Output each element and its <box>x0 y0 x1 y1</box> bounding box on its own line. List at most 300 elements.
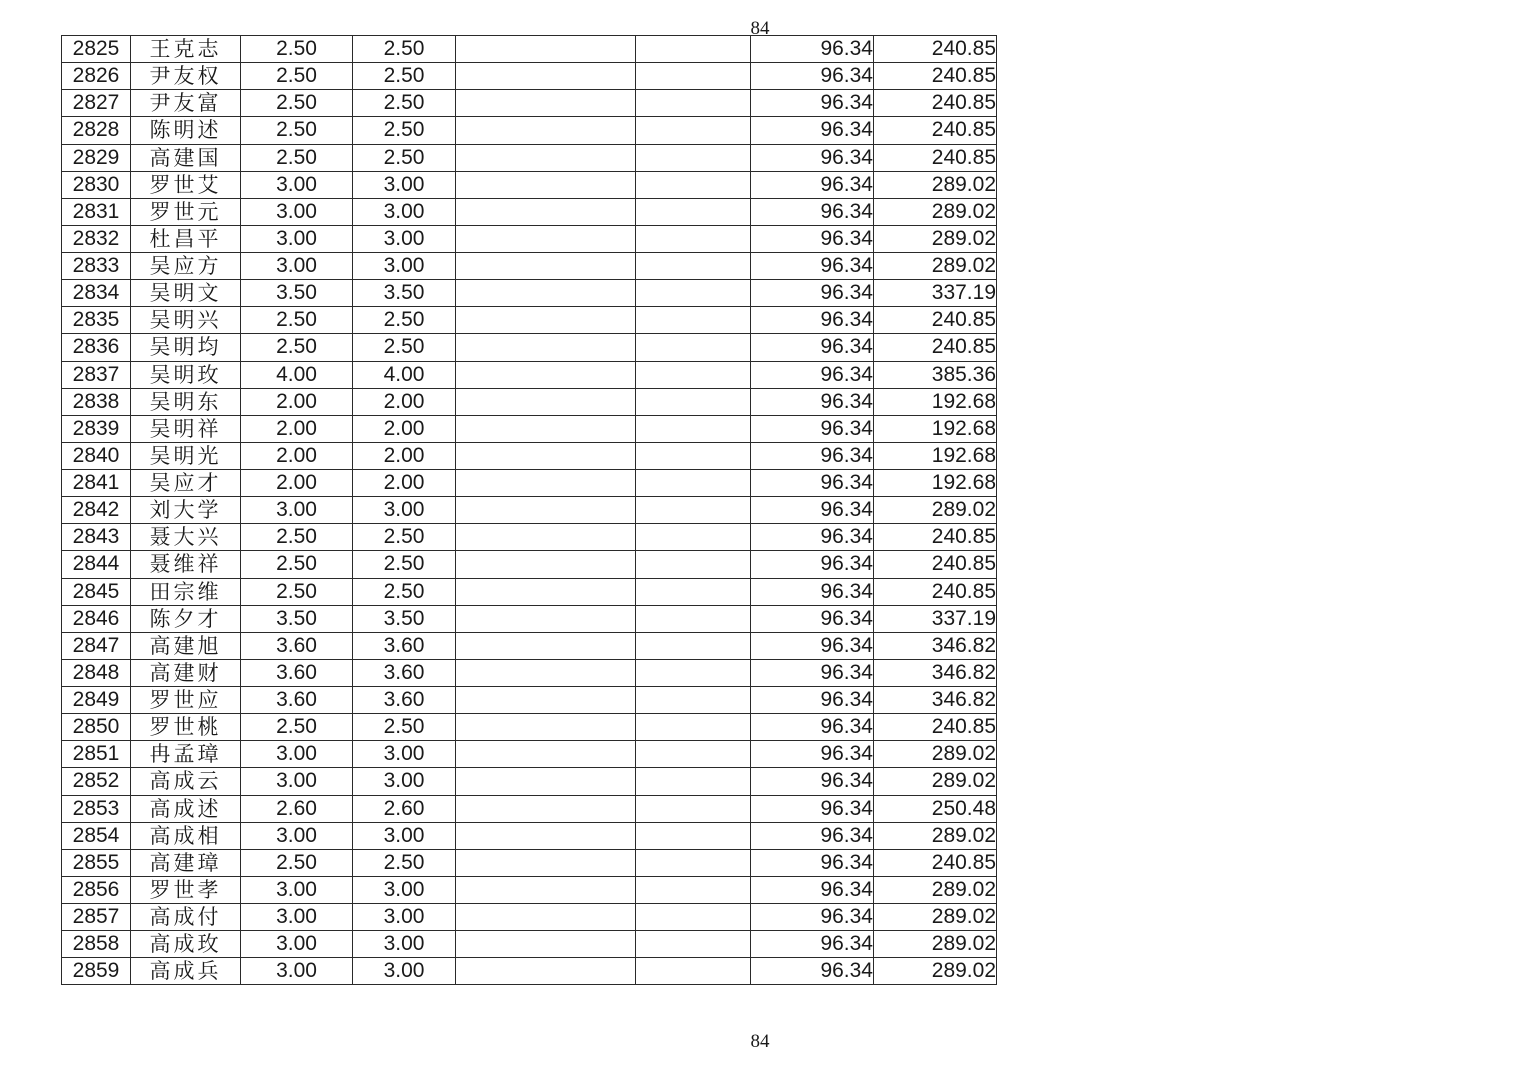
amount: 289.02 <box>874 225 997 252</box>
empty-cell-a <box>456 171 636 198</box>
area-value-a: 2.00 <box>241 470 353 497</box>
area-value-a: 2.50 <box>241 117 353 144</box>
area-value-a: 3.00 <box>241 931 353 958</box>
area-value-b: 2.50 <box>353 36 456 63</box>
empty-cell-a <box>456 198 636 225</box>
row-number: 2859 <box>62 958 131 985</box>
area-value-b: 2.60 <box>353 795 456 822</box>
unit-rate: 96.34 <box>751 714 874 741</box>
person-name: 罗世应 <box>131 687 241 714</box>
area-value-b: 3.00 <box>353 768 456 795</box>
empty-cell-b <box>636 822 751 849</box>
unit-rate: 96.34 <box>751 849 874 876</box>
amount: 289.02 <box>874 741 997 768</box>
area-value-a: 2.00 <box>241 442 353 469</box>
row-number: 2825 <box>62 36 131 63</box>
unit-rate: 96.34 <box>751 63 874 90</box>
table-row <box>62 578 997 605</box>
empty-cell-a <box>456 659 636 686</box>
amount: 289.02 <box>874 497 997 524</box>
table-row <box>62 90 997 117</box>
row-number: 2843 <box>62 524 131 551</box>
area-value-b: 3.00 <box>353 931 456 958</box>
person-name: 高建璋 <box>131 849 241 876</box>
unit-rate: 96.34 <box>751 605 874 632</box>
table-row <box>62 415 997 442</box>
empty-cell-b <box>636 714 751 741</box>
ledger-table <box>61 35 997 985</box>
table-row <box>62 551 997 578</box>
empty-cell-a <box>456 334 636 361</box>
area-value-a: 2.00 <box>241 415 353 442</box>
empty-cell-b <box>636 931 751 958</box>
person-name: 吴明玫 <box>131 361 241 388</box>
amount: 337.19 <box>874 605 997 632</box>
table-row <box>62 876 997 903</box>
person-name: 高成付 <box>131 904 241 931</box>
empty-cell-b <box>636 63 751 90</box>
area-value-a: 2.50 <box>241 551 353 578</box>
area-value-b: 3.00 <box>353 171 456 198</box>
person-name: 田宗维 <box>131 578 241 605</box>
row-number: 2850 <box>62 714 131 741</box>
area-value-b: 2.50 <box>353 334 456 361</box>
empty-cell-b <box>636 605 751 632</box>
empty-cell-a <box>456 795 636 822</box>
empty-cell-b <box>636 659 751 686</box>
amount: 289.02 <box>874 876 997 903</box>
amount: 192.68 <box>874 388 997 415</box>
empty-cell-a <box>456 578 636 605</box>
page-number-top: 84 <box>750 18 770 39</box>
row-number: 2855 <box>62 849 131 876</box>
area-value-b: 3.00 <box>353 822 456 849</box>
area-value-a: 3.00 <box>241 741 353 768</box>
table-row <box>62 659 997 686</box>
empty-cell-a <box>456 849 636 876</box>
table-row <box>62 470 997 497</box>
row-number: 2854 <box>62 822 131 849</box>
area-value-b: 3.00 <box>353 904 456 931</box>
empty-cell-b <box>636 768 751 795</box>
unit-rate: 96.34 <box>751 497 874 524</box>
area-value-a: 2.50 <box>241 524 353 551</box>
person-name: 高成玫 <box>131 931 241 958</box>
person-name: 吴应才 <box>131 470 241 497</box>
table-row <box>62 198 997 225</box>
row-number: 2851 <box>62 741 131 768</box>
row-number: 2852 <box>62 768 131 795</box>
row-number: 2834 <box>62 280 131 307</box>
area-value-b: 4.00 <box>353 361 456 388</box>
person-name: 高成兵 <box>131 958 241 985</box>
person-name: 罗世元 <box>131 198 241 225</box>
table-row <box>62 117 997 144</box>
person-name: 冉孟璋 <box>131 741 241 768</box>
amount: 289.02 <box>874 958 997 985</box>
empty-cell-a <box>456 280 636 307</box>
amount: 240.85 <box>874 63 997 90</box>
empty-cell-b <box>636 307 751 334</box>
unit-rate: 96.34 <box>751 117 874 144</box>
amount: 289.02 <box>874 198 997 225</box>
row-number: 2840 <box>62 442 131 469</box>
empty-cell-b <box>636 280 751 307</box>
row-number: 2830 <box>62 171 131 198</box>
empty-cell-a <box>456 524 636 551</box>
person-name: 高建国 <box>131 144 241 171</box>
empty-cell-b <box>636 904 751 931</box>
empty-cell-a <box>456 63 636 90</box>
person-name: 吴明兴 <box>131 307 241 334</box>
area-value-a: 2.50 <box>241 63 353 90</box>
row-number: 2841 <box>62 470 131 497</box>
area-value-b: 3.00 <box>353 198 456 225</box>
amount: 192.68 <box>874 415 997 442</box>
unit-rate: 96.34 <box>751 795 874 822</box>
empty-cell-b <box>636 415 751 442</box>
amount: 240.85 <box>874 36 997 63</box>
area-value-b: 3.00 <box>353 741 456 768</box>
area-value-b: 2.50 <box>353 63 456 90</box>
area-value-a: 3.00 <box>241 497 353 524</box>
area-value-a: 2.50 <box>241 578 353 605</box>
empty-cell-b <box>636 225 751 252</box>
empty-cell-b <box>636 442 751 469</box>
person-name: 杜昌平 <box>131 225 241 252</box>
area-value-b: 2.50 <box>353 714 456 741</box>
amount: 289.02 <box>874 768 997 795</box>
unit-rate: 96.34 <box>751 876 874 903</box>
unit-rate: 96.34 <box>751 253 874 280</box>
empty-cell-a <box>456 415 636 442</box>
row-number: 2846 <box>62 605 131 632</box>
table-row <box>62 714 997 741</box>
area-value-b: 2.50 <box>353 551 456 578</box>
person-name: 刘大学 <box>131 497 241 524</box>
table-row <box>62 849 997 876</box>
empty-cell-b <box>636 117 751 144</box>
area-value-a: 3.00 <box>241 198 353 225</box>
empty-cell-a <box>456 632 636 659</box>
amount: 240.85 <box>874 117 997 144</box>
row-number: 2837 <box>62 361 131 388</box>
empty-cell-b <box>636 171 751 198</box>
row-number: 2839 <box>62 415 131 442</box>
unit-rate: 96.34 <box>751 578 874 605</box>
area-value-a: 2.50 <box>241 849 353 876</box>
table-row <box>62 171 997 198</box>
amount: 289.02 <box>874 931 997 958</box>
row-number: 2858 <box>62 931 131 958</box>
empty-cell-b <box>636 795 751 822</box>
empty-cell-a <box>456 904 636 931</box>
unit-rate: 96.34 <box>751 524 874 551</box>
row-number: 2844 <box>62 551 131 578</box>
area-value-b: 2.50 <box>353 144 456 171</box>
area-value-a: 3.00 <box>241 904 353 931</box>
table-row <box>62 768 997 795</box>
unit-rate: 96.34 <box>751 388 874 415</box>
person-name: 高成述 <box>131 795 241 822</box>
unit-rate: 96.34 <box>751 225 874 252</box>
amount: 240.85 <box>874 524 997 551</box>
amount: 250.48 <box>874 795 997 822</box>
row-number: 2856 <box>62 876 131 903</box>
row-number: 2847 <box>62 632 131 659</box>
area-value-a: 4.00 <box>241 361 353 388</box>
row-number: 2831 <box>62 198 131 225</box>
empty-cell-b <box>636 958 751 985</box>
unit-rate: 96.34 <box>751 307 874 334</box>
empty-cell-a <box>456 687 636 714</box>
empty-cell-b <box>636 36 751 63</box>
empty-cell-b <box>636 470 751 497</box>
row-number: 2829 <box>62 144 131 171</box>
empty-cell-b <box>636 198 751 225</box>
empty-cell-a <box>456 958 636 985</box>
unit-rate: 96.34 <box>751 334 874 361</box>
amount: 240.85 <box>874 849 997 876</box>
row-number: 2849 <box>62 687 131 714</box>
empty-cell-a <box>456 90 636 117</box>
empty-cell-a <box>456 551 636 578</box>
empty-cell-b <box>636 741 751 768</box>
area-value-b: 3.00 <box>353 876 456 903</box>
amount: 346.82 <box>874 687 997 714</box>
area-value-b: 2.50 <box>353 90 456 117</box>
area-value-a: 3.00 <box>241 225 353 252</box>
area-value-a: 2.60 <box>241 795 353 822</box>
person-name: 吴明光 <box>131 442 241 469</box>
person-name: 聂维祥 <box>131 551 241 578</box>
area-value-b: 2.00 <box>353 470 456 497</box>
table-row <box>62 931 997 958</box>
amount: 337.19 <box>874 280 997 307</box>
area-value-a: 3.50 <box>241 605 353 632</box>
area-value-a: 2.50 <box>241 144 353 171</box>
empty-cell-a <box>456 768 636 795</box>
empty-cell-b <box>636 334 751 361</box>
row-number: 2857 <box>62 904 131 931</box>
table-row <box>62 524 997 551</box>
unit-rate: 96.34 <box>751 551 874 578</box>
unit-rate: 96.34 <box>751 768 874 795</box>
area-value-b: 2.50 <box>353 117 456 144</box>
person-name: 吴应方 <box>131 253 241 280</box>
unit-rate: 96.34 <box>751 198 874 225</box>
unit-rate: 96.34 <box>751 171 874 198</box>
amount: 240.85 <box>874 307 997 334</box>
amount: 192.68 <box>874 470 997 497</box>
empty-cell-a <box>456 117 636 144</box>
person-name: 吴明祥 <box>131 415 241 442</box>
person-name: 吴明文 <box>131 280 241 307</box>
amount: 346.82 <box>874 659 997 686</box>
person-name: 吴明东 <box>131 388 241 415</box>
empty-cell-b <box>636 876 751 903</box>
empty-cell-b <box>636 144 751 171</box>
page-number-bottom: 84 <box>750 1031 770 1052</box>
area-value-a: 3.00 <box>241 876 353 903</box>
area-value-a: 3.00 <box>241 958 353 985</box>
unit-rate: 96.34 <box>751 632 874 659</box>
area-value-a: 2.50 <box>241 90 353 117</box>
table-row <box>62 687 997 714</box>
area-value-b: 2.50 <box>353 524 456 551</box>
person-name: 高建财 <box>131 659 241 686</box>
empty-cell-b <box>636 687 751 714</box>
table-row <box>62 904 997 931</box>
area-value-b: 3.00 <box>353 253 456 280</box>
amount: 240.85 <box>874 144 997 171</box>
amount: 240.85 <box>874 90 997 117</box>
row-number: 2827 <box>62 90 131 117</box>
table-row <box>62 280 997 307</box>
unit-rate: 96.34 <box>751 90 874 117</box>
person-name: 高成云 <box>131 768 241 795</box>
unit-rate: 96.34 <box>751 687 874 714</box>
empty-cell-b <box>636 361 751 388</box>
table-row <box>62 497 997 524</box>
empty-cell-a <box>456 388 636 415</box>
area-value-b: 2.50 <box>353 849 456 876</box>
table-row <box>62 334 997 361</box>
row-number: 2835 <box>62 307 131 334</box>
unit-rate: 96.34 <box>751 144 874 171</box>
table-row <box>62 632 997 659</box>
area-value-b: 3.60 <box>353 659 456 686</box>
table-row <box>62 388 997 415</box>
area-value-b: 3.00 <box>353 225 456 252</box>
area-value-a: 3.60 <box>241 659 353 686</box>
person-name: 罗世桃 <box>131 714 241 741</box>
table-row <box>62 822 997 849</box>
unit-rate: 96.34 <box>751 415 874 442</box>
empty-cell-a <box>456 307 636 334</box>
area-value-a: 3.00 <box>241 253 353 280</box>
unit-rate: 96.34 <box>751 931 874 958</box>
table-row <box>62 225 997 252</box>
empty-cell-a <box>456 36 636 63</box>
empty-cell-a <box>456 605 636 632</box>
area-value-a: 2.50 <box>241 307 353 334</box>
ledger-body <box>62 36 997 985</box>
unit-rate: 96.34 <box>751 822 874 849</box>
amount: 240.85 <box>874 334 997 361</box>
person-name: 陈明述 <box>131 117 241 144</box>
empty-cell-b <box>636 849 751 876</box>
area-value-b: 2.50 <box>353 578 456 605</box>
area-value-a: 3.50 <box>241 280 353 307</box>
amount: 385.36 <box>874 361 997 388</box>
person-name: 罗世艾 <box>131 171 241 198</box>
empty-cell-a <box>456 714 636 741</box>
table-row <box>62 605 997 632</box>
row-number: 2848 <box>62 659 131 686</box>
area-value-a: 2.50 <box>241 334 353 361</box>
empty-cell-a <box>456 253 636 280</box>
unit-rate: 96.34 <box>751 280 874 307</box>
empty-cell-b <box>636 388 751 415</box>
empty-cell-a <box>456 361 636 388</box>
row-number: 2836 <box>62 334 131 361</box>
row-number: 2853 <box>62 795 131 822</box>
area-value-b: 3.50 <box>353 605 456 632</box>
area-value-a: 2.00 <box>241 388 353 415</box>
person-name: 尹友富 <box>131 90 241 117</box>
unit-rate: 96.34 <box>751 36 874 63</box>
row-number: 2832 <box>62 225 131 252</box>
area-value-b: 3.60 <box>353 687 456 714</box>
empty-cell-a <box>456 144 636 171</box>
empty-cell-b <box>636 551 751 578</box>
area-value-a: 2.50 <box>241 714 353 741</box>
table-row <box>62 144 997 171</box>
area-value-b: 3.00 <box>353 958 456 985</box>
amount: 289.02 <box>874 904 997 931</box>
person-name: 尹友权 <box>131 63 241 90</box>
area-value-a: 3.60 <box>241 687 353 714</box>
area-value-b: 3.60 <box>353 632 456 659</box>
empty-cell-a <box>456 470 636 497</box>
area-value-a: 2.50 <box>241 36 353 63</box>
area-value-b: 2.00 <box>353 442 456 469</box>
table-row <box>62 741 997 768</box>
person-name: 聂大兴 <box>131 524 241 551</box>
area-value-b: 2.50 <box>353 307 456 334</box>
empty-cell-b <box>636 253 751 280</box>
person-name: 吴明均 <box>131 334 241 361</box>
empty-cell-a <box>456 442 636 469</box>
amount: 240.85 <box>874 714 997 741</box>
empty-cell-b <box>636 578 751 605</box>
empty-cell-a <box>456 876 636 903</box>
empty-cell-a <box>456 931 636 958</box>
unit-rate: 96.34 <box>751 904 874 931</box>
row-number: 2826 <box>62 63 131 90</box>
row-number: 2845 <box>62 578 131 605</box>
table-row <box>62 442 997 469</box>
unit-rate: 96.34 <box>751 361 874 388</box>
empty-cell-a <box>456 741 636 768</box>
table-row <box>62 63 997 90</box>
area-value-b: 3.00 <box>353 497 456 524</box>
row-number: 2828 <box>62 117 131 144</box>
empty-cell-b <box>636 497 751 524</box>
area-value-b: 3.50 <box>353 280 456 307</box>
person-name: 罗世孝 <box>131 876 241 903</box>
unit-rate: 96.34 <box>751 442 874 469</box>
unit-rate: 96.34 <box>751 659 874 686</box>
empty-cell-a <box>456 497 636 524</box>
amount: 289.02 <box>874 171 997 198</box>
person-name: 王克志 <box>131 36 241 63</box>
row-number: 2842 <box>62 497 131 524</box>
table-row <box>62 36 997 63</box>
amount: 289.02 <box>874 253 997 280</box>
empty-cell-a <box>456 225 636 252</box>
amount: 240.85 <box>874 551 997 578</box>
amount: 240.85 <box>874 578 997 605</box>
area-value-a: 3.00 <box>241 171 353 198</box>
empty-cell-b <box>636 90 751 117</box>
table-row <box>62 795 997 822</box>
row-number: 2833 <box>62 253 131 280</box>
empty-cell-b <box>636 632 751 659</box>
amount: 192.68 <box>874 442 997 469</box>
row-number: 2838 <box>62 388 131 415</box>
